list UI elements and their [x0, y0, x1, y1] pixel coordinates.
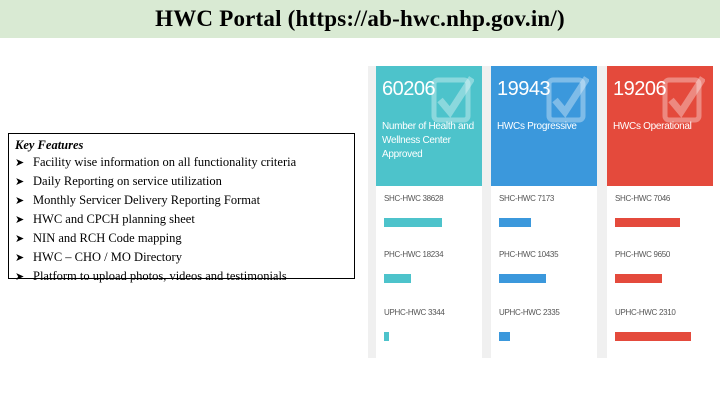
feature-text: HWC – CHO / MO Directory	[33, 250, 182, 264]
progressive-tile	[491, 66, 597, 186]
list-item	[15, 172, 348, 191]
checkbox-check-icon	[430, 76, 474, 126]
list-item	[15, 210, 348, 229]
approved-label: Number of Health and Wellness Center Approved	[382, 121, 474, 160]
list-item	[15, 267, 348, 286]
feature-list	[15, 153, 348, 286]
progress-track	[384, 274, 474, 283]
progress-track	[499, 274, 589, 283]
progress-fill	[499, 332, 510, 341]
stat-label: UPHC-HWC 3344	[384, 308, 445, 317]
hwc-dashboard	[368, 66, 713, 358]
arrow-bullet-icon: ➤	[15, 194, 25, 207]
progress-track	[499, 218, 589, 227]
progress-fill	[615, 332, 691, 341]
stat-row	[615, 308, 705, 341]
arrow-bullet-icon: ➤	[15, 251, 25, 264]
progress-fill	[384, 332, 389, 341]
list-item	[15, 248, 348, 267]
progressive-count: 19943	[497, 78, 551, 100]
progress-track	[615, 218, 705, 227]
progress-track	[615, 274, 705, 283]
operational-label: HWCs Operational	[613, 121, 692, 132]
arrow-bullet-icon: ➤	[15, 213, 25, 226]
arrow-bullet-icon: ➤	[15, 270, 25, 283]
progress-fill	[499, 274, 546, 283]
feature-text: NIN and RCH Code mapping	[33, 231, 182, 245]
arrow-bullet-icon: ➤	[15, 175, 25, 188]
stat-row	[499, 194, 589, 227]
arrow-bullet-icon: ➤	[15, 232, 25, 245]
key-features-box	[8, 133, 355, 283]
stat-label: SHC-HWC 7173	[499, 194, 555, 203]
progress-fill	[384, 218, 442, 227]
feature-text: Facility wise information on all functionality criteria	[33, 155, 297, 169]
progress-fill	[499, 218, 531, 227]
stat-row	[384, 308, 474, 341]
list-item	[15, 191, 348, 210]
progress-fill	[384, 274, 411, 283]
stat-row	[615, 194, 705, 227]
stat-label: PHC-HWC 18234	[384, 250, 444, 259]
checkbox-check-icon	[545, 76, 589, 126]
stat-row	[384, 250, 474, 283]
list-item	[15, 229, 348, 248]
progressive-card[interactable]	[491, 66, 597, 358]
key-features-heading: Key Features	[15, 138, 84, 152]
progressive-label: HWCs Progressive	[497, 121, 577, 132]
feature-text: Daily Reporting on service utilization	[33, 174, 222, 188]
feature-text: Platform to upload photos, videos and testimonials	[33, 269, 287, 283]
stat-row	[615, 250, 705, 283]
stat-label: PHC-HWC 10435	[499, 250, 559, 259]
stat-label: SHC-HWC 7046	[615, 194, 671, 203]
operational-card[interactable]	[607, 66, 713, 358]
stat-row	[499, 308, 589, 341]
progress-fill	[615, 274, 662, 283]
stat-label: UPHC-HWC 2335	[499, 308, 560, 317]
title-bar	[0, 0, 720, 38]
page-title: HWC Portal (https://ab-hwc.nhp.gov.in/)	[155, 6, 565, 31]
checkbox-check-icon	[661, 76, 705, 126]
progress-track	[384, 332, 474, 341]
progress-track	[499, 332, 589, 341]
arrow-bullet-icon: ➤	[15, 156, 25, 169]
feature-text: Monthly Servicer Delivery Reporting Format	[33, 193, 261, 207]
progress-track	[384, 218, 474, 227]
list-item	[15, 153, 348, 172]
stat-label: SHC-HWC 38628	[384, 194, 444, 203]
feature-text: HWC and CPCH planning sheet	[33, 212, 195, 226]
operational-count: 19206	[613, 78, 667, 100]
stat-label: PHC-HWC 9650	[615, 250, 671, 259]
stat-row	[384, 194, 474, 227]
stat-label: UPHC-HWC 2310	[615, 308, 676, 317]
progress-fill	[615, 218, 680, 227]
approved-count: 60206	[382, 78, 436, 100]
approved-tile	[376, 66, 482, 186]
operational-tile	[607, 66, 713, 186]
stat-row	[499, 250, 589, 283]
approved-card[interactable]	[376, 66, 482, 358]
progress-track	[615, 332, 705, 341]
